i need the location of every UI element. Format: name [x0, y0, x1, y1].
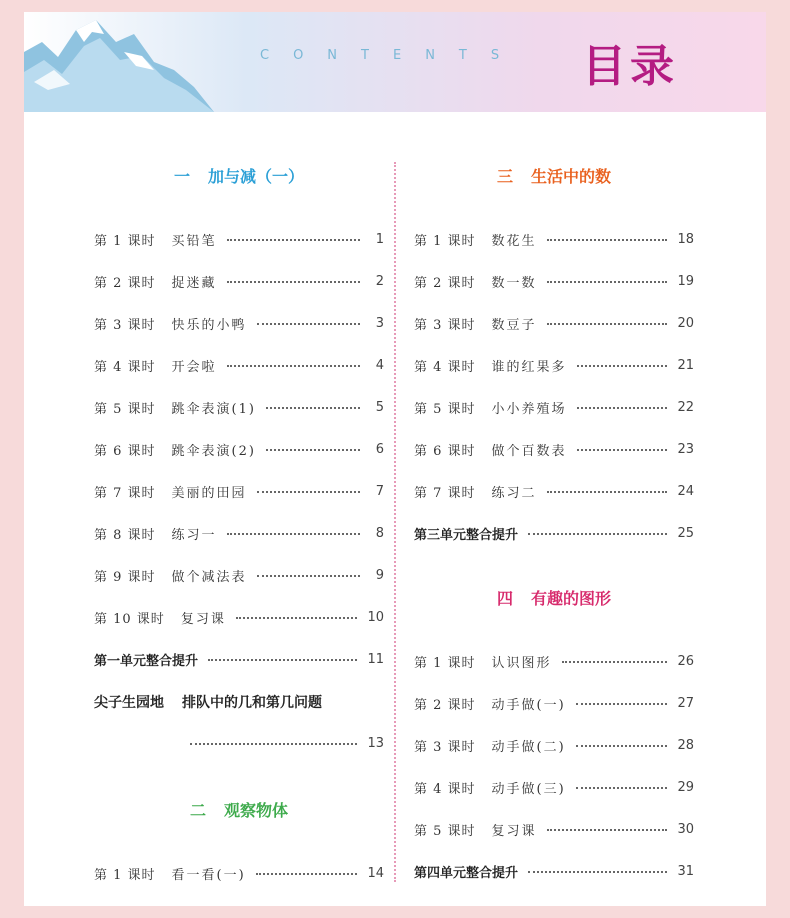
unit1-number: 一: [173, 167, 190, 186]
unit4-heading: [414, 586, 694, 609]
lesson-name: 捉迷藏: [171, 275, 217, 291]
page-number: 31: [677, 863, 694, 879]
leader-dots: [227, 365, 360, 367]
lesson-name: 练习二: [491, 485, 537, 501]
leader-dots: [227, 281, 360, 283]
unit2-title: 观察物体: [224, 801, 289, 820]
toc-entry[interactable]: [94, 438, 384, 460]
toc-entry[interactable]: [94, 522, 384, 544]
lesson-number: 第 6 课时: [414, 443, 476, 459]
toc-entry[interactable]: [414, 228, 694, 250]
toc-entry[interactable]: [414, 480, 694, 502]
snow-mountain-illustration: [24, 12, 214, 112]
review-name: 第一单元整合提升: [94, 653, 199, 669]
page-number: 30: [677, 821, 694, 837]
leader-dots: [528, 871, 667, 873]
page-number: 23: [677, 441, 694, 457]
leader-dots: [547, 239, 668, 241]
toc-entry[interactable]: [94, 354, 384, 376]
lesson-name: 认识图形: [491, 655, 552, 671]
toc-entry[interactable]: [94, 480, 384, 502]
unit2-heading: [94, 798, 384, 821]
page-number: 20: [677, 315, 694, 331]
page-number: 1: [375, 231, 384, 247]
toc-entry[interactable]: [94, 564, 384, 586]
page-number: 18: [677, 231, 694, 247]
leader-dots: [577, 449, 668, 451]
lesson-number: 第 7 课时: [414, 485, 476, 501]
leader-dots: [528, 533, 667, 535]
lesson-name: 数一数: [491, 275, 537, 291]
lesson-number: 第 3 课时: [94, 317, 156, 333]
page-number: 4: [375, 357, 384, 373]
lesson-number: 第 9 课时: [94, 569, 156, 585]
toc-entry-review[interactable]: [414, 860, 694, 882]
page-number: 2: [375, 273, 384, 289]
toc-entry[interactable]: [414, 692, 694, 714]
leader-dots: [576, 787, 668, 789]
lesson-number: 第 3 课时: [414, 317, 476, 333]
lesson-number: 第 4 课时: [414, 359, 476, 375]
toc-entry[interactable]: [414, 354, 694, 376]
toc-entry[interactable]: [414, 312, 694, 334]
toc-entry[interactable]: [94, 606, 384, 628]
lesson-number: 第 1 课时: [94, 233, 156, 249]
lesson-name: 开会啦: [171, 359, 217, 375]
page-number: 26: [677, 653, 694, 669]
toc-entry[interactable]: [94, 270, 384, 292]
toc-entry[interactable]: [414, 270, 694, 292]
leader-dots: [227, 533, 360, 535]
unit1-title: 加与减（一）: [208, 167, 305, 186]
page-number: 10: [367, 609, 384, 625]
lesson-name: 做个百数表: [491, 443, 567, 459]
leader-dots: [256, 873, 358, 875]
review-name: 第四单元整合提升: [414, 865, 519, 881]
leader-dots: [257, 323, 360, 325]
leader-dots: [266, 449, 360, 451]
unit4-number: 四: [496, 589, 513, 608]
page-number: 14: [367, 865, 384, 881]
leader-dots: [547, 491, 668, 493]
page-number: 28: [677, 737, 694, 753]
toc-entry[interactable]: [414, 438, 694, 460]
extra-part1: 尖子生园地: [94, 695, 164, 711]
page-number: 29: [677, 779, 694, 795]
toc-entry[interactable]: [414, 396, 694, 418]
toc-entry[interactable]: [414, 818, 694, 840]
page-number: 11: [367, 651, 384, 667]
lesson-name: 美丽的田园: [171, 485, 247, 501]
lesson-number: 第 1 课时: [414, 233, 476, 249]
toc-entry[interactable]: [414, 776, 694, 798]
lesson-name: 动手做(三): [491, 781, 566, 797]
lesson-name: 跳伞表演(2): [171, 443, 256, 459]
page-number: 25: [677, 525, 694, 541]
lesson-name: 复习课: [180, 611, 226, 627]
page-number: 13: [367, 735, 384, 751]
lesson-name: 谁的红果多: [491, 359, 567, 375]
page-number: 27: [677, 695, 694, 711]
toc-entry-review[interactable]: [414, 522, 694, 544]
toc-entry[interactable]: [94, 312, 384, 334]
toc-page: [24, 12, 766, 906]
leader-dots: [257, 575, 360, 577]
leader-dots: [577, 365, 668, 367]
lesson-number: 第 6 课时: [94, 443, 156, 459]
lesson-number: 第 5 课时: [414, 401, 476, 417]
page-number: 5: [375, 399, 384, 415]
unit2-number: 二: [189, 801, 206, 820]
leader-dots: [547, 323, 668, 325]
leader-dots: [577, 407, 668, 409]
leader-dots: [208, 659, 357, 661]
unit1-heading: [94, 164, 384, 187]
unit4-title: 有趣的图形: [531, 589, 612, 608]
lesson-number: 第 5 课时: [94, 401, 156, 417]
lesson-name: 做个减法表: [171, 569, 247, 585]
lesson-number: 第 2 课时: [414, 697, 476, 713]
toc-entry-review[interactable]: [94, 648, 384, 670]
lesson-number: 第 7 课时: [94, 485, 156, 501]
page-number: 24: [677, 483, 694, 499]
leader-dots: [227, 239, 360, 241]
contents-word: CONTENTS: [260, 48, 524, 63]
page-number: 21: [677, 357, 694, 373]
toc-entry[interactable]: [94, 862, 384, 884]
lesson-name: 动手做(一): [491, 697, 566, 713]
leader-dots: [562, 661, 668, 663]
leader-dots: [576, 703, 668, 705]
lesson-name: 复习课: [491, 823, 537, 839]
lesson-name: 快乐的小鸭: [171, 317, 247, 333]
lesson-number: 第 1 课时: [414, 655, 476, 671]
lesson-name: 数花生: [491, 233, 537, 249]
lesson-name: 动手做(二): [491, 739, 566, 755]
leader-dots: [547, 829, 668, 831]
lesson-name: 小小养殖场: [491, 401, 567, 417]
toc-entry[interactable]: [94, 396, 384, 418]
unit3-title: 生活中的数: [531, 167, 612, 186]
header-banner: [24, 12, 766, 112]
page-number: 7: [375, 483, 384, 499]
unit3-number: 三: [496, 167, 513, 186]
lesson-name: 跳伞表演(1): [171, 401, 256, 417]
leader-dots: [190, 743, 357, 745]
toc-entry-extra-title[interactable]: [94, 692, 384, 712]
page-title: 目录: [582, 41, 678, 92]
page-number: 19: [677, 273, 694, 289]
lesson-number: 第 3 课时: [414, 739, 476, 755]
toc-entry[interactable]: [94, 228, 384, 250]
lesson-number: 第 8 课时: [94, 527, 156, 543]
leader-dots: [257, 491, 360, 493]
lesson-number: 第 2 课时: [94, 275, 156, 291]
page-number: 3: [375, 315, 384, 331]
leader-dots: [266, 407, 360, 409]
lesson-number: 第 2 课时: [414, 275, 476, 291]
extra-part2: 排队中的几和第几问题: [182, 695, 322, 711]
leader-dots: [576, 745, 668, 747]
page-number: 22: [677, 399, 694, 415]
toc-entry[interactable]: [414, 650, 694, 672]
page-number: 9: [375, 567, 384, 583]
lesson-number: 第 1 课时: [94, 867, 156, 883]
leader-dots: [236, 617, 358, 619]
unit3-heading: [414, 164, 694, 187]
toc-entry-extra-page[interactable]: [190, 732, 384, 754]
column-divider: [394, 162, 396, 882]
lesson-name: 练习一: [171, 527, 217, 543]
lesson-number: 第 10 课时: [94, 611, 165, 627]
lesson-name: 买铅笔: [171, 233, 217, 249]
review-name: 第三单元整合提升: [414, 527, 519, 543]
lesson-number: 第 4 课时: [414, 781, 476, 797]
lesson-name: 数豆子: [491, 317, 537, 333]
page-number: 6: [375, 441, 384, 457]
lesson-name: 看一看(一): [171, 867, 246, 883]
leader-dots: [547, 281, 668, 283]
lesson-number: 第 5 课时: [414, 823, 476, 839]
page-number: 8: [375, 525, 384, 541]
lesson-number: 第 4 课时: [94, 359, 156, 375]
toc-entry[interactable]: [414, 734, 694, 756]
